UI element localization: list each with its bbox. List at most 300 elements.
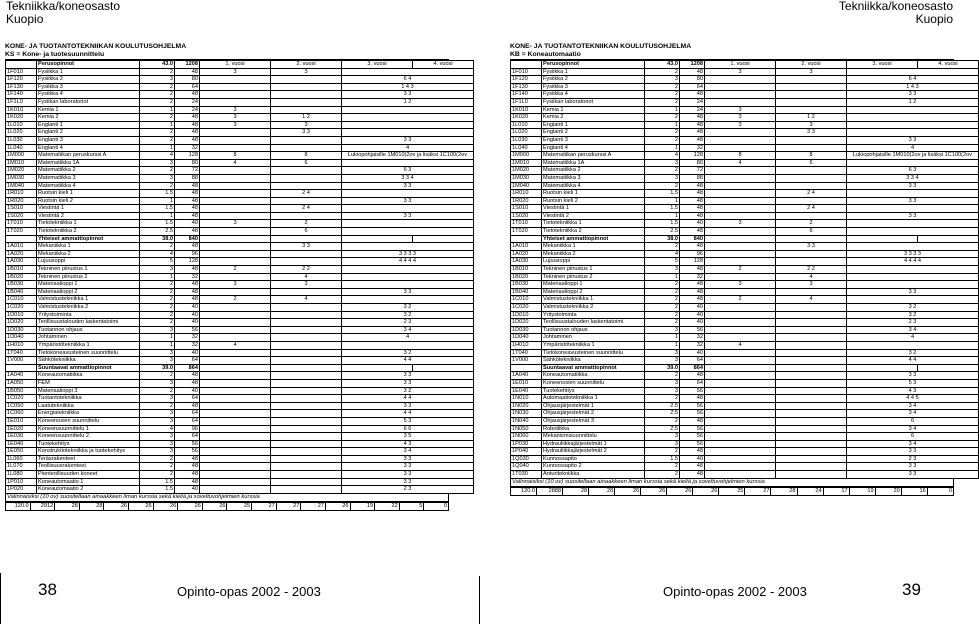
year-2-hours: 3 — [776, 121, 847, 129]
year-1-hours — [200, 448, 271, 456]
year-1-hours: 2 — [200, 266, 271, 274]
course-code: 1C020 — [511, 304, 542, 312]
course-code: 1B030 — [511, 281, 542, 289]
year-3-4-hours: 3 3 — [342, 478, 474, 486]
course-credits: 2 — [645, 91, 680, 99]
credits-total-cell: 39.0 — [645, 364, 680, 372]
course-credits: 1.5 — [140, 486, 175, 494]
course-hours: 48 — [175, 129, 200, 137]
course-hours: 80 — [680, 76, 705, 84]
course-credits: 1 — [645, 106, 680, 114]
course-code: 1L020 — [511, 129, 542, 137]
course-code: 1R020 — [6, 197, 37, 205]
course-code: 1A040 — [6, 372, 37, 380]
course-name: Kemia 2 — [542, 114, 645, 122]
year-2-hours — [271, 212, 342, 220]
year-1-hours — [705, 471, 776, 479]
year-3-4-hours: 4 4 — [342, 395, 474, 403]
course-code: 1S020 — [511, 212, 542, 220]
year-3-4-hours: 4 4 4 4 — [847, 258, 979, 266]
year-cell — [918, 235, 979, 243]
course-hours: 48 — [680, 182, 705, 190]
year-3-4-hours: 4 3 — [847, 387, 979, 395]
year-3-4-hours: 3 3 3 3 — [342, 250, 474, 258]
course-credits: 2 — [645, 311, 680, 319]
year-2-hours: 3 3 — [271, 243, 342, 251]
course-credits: 2 — [645, 98, 680, 106]
course-name: Tietotekniikka 2 — [37, 228, 140, 236]
course-name: Johtaminen — [542, 334, 645, 342]
course-hours: 56 — [175, 448, 200, 456]
year-3-4-hours: 3 3 — [847, 182, 979, 190]
course-name: Tuotekehitys — [542, 387, 645, 395]
course-row — [511, 174, 979, 182]
course-code: 1H010 — [511, 341, 542, 349]
year-cell — [200, 364, 271, 372]
year-3-4-hours — [342, 220, 474, 228]
course-code: 1K010 — [511, 106, 542, 114]
course-credits: 2 — [645, 417, 680, 425]
course-name: Mekaniikka 2 — [37, 250, 140, 258]
course-hours: 48 — [175, 288, 200, 296]
course-row — [6, 136, 474, 144]
course-row — [511, 387, 979, 395]
course-hours: 56 — [175, 440, 200, 448]
year-2-hours: 3 — [271, 121, 342, 129]
course-hours: 128 — [175, 258, 200, 266]
year-3-4-hours: Lukiopohjaisille 1M010(2ov ja lisäksi 1C100(2ov — [847, 152, 979, 160]
year-2-hours — [776, 402, 847, 410]
year-2-hours: 3 — [271, 281, 342, 289]
year-2-hours — [776, 395, 847, 403]
course-credits: 1 — [645, 273, 680, 281]
course-hours: 48 — [680, 68, 705, 76]
course-code: 1L020 — [6, 129, 37, 137]
course-hours: 72 — [680, 167, 705, 175]
header-dept: Tekniikka/koneosasto — [838, 0, 953, 13]
course-code: 1V000 — [6, 357, 37, 365]
year-2-hours: 1 2 — [271, 114, 342, 122]
year-1-hours — [705, 387, 776, 395]
course-code: 1B040 — [6, 288, 37, 296]
course-row — [6, 68, 474, 76]
year-1-hours — [200, 197, 271, 205]
credits-total-cell: 39.0 — [140, 364, 175, 372]
year-2-hours: 4 — [776, 296, 847, 304]
course-hours: 56 — [680, 326, 705, 334]
course-hours: 56 — [680, 410, 705, 418]
course-credits: 2 — [645, 182, 680, 190]
course-hours: 32 — [175, 273, 200, 281]
header-left — [6, 0, 120, 26]
course-hours: 48 — [175, 471, 200, 479]
year-1-hours — [705, 98, 776, 106]
year-1-hours: 3 — [200, 281, 271, 289]
course-code: 1E020 — [6, 425, 37, 433]
year-1-hours — [705, 258, 776, 266]
year-3-4-hours: 1 4 3 — [342, 83, 474, 91]
course-row — [6, 440, 474, 448]
course-credits: 3 — [140, 357, 175, 365]
course-name: Kemia 1 — [542, 106, 645, 114]
course-hours: 48 — [175, 212, 200, 220]
course-row — [6, 167, 474, 175]
year-3-4-hours — [342, 266, 474, 274]
course-credits: 2 — [140, 296, 175, 304]
year-2-hours — [776, 326, 847, 334]
year-3-4-hours: 1 2 — [847, 98, 979, 106]
year-2-hours: 4 — [776, 273, 847, 281]
course-credits: 2.5 — [645, 425, 680, 433]
course-hours: 40 — [680, 304, 705, 312]
course-row — [511, 76, 979, 84]
year-cell — [342, 364, 413, 372]
course-code: 1E050 — [6, 448, 37, 456]
course-hours: 80 — [175, 159, 200, 167]
year-cell — [271, 364, 342, 372]
year-2-hours — [776, 433, 847, 441]
course-hours: 64 — [175, 395, 200, 403]
course-credits: 3 — [140, 266, 175, 274]
course-name: Fysiikka 2 — [542, 76, 645, 84]
year-2-hours — [776, 448, 847, 456]
year-2-hours — [776, 197, 847, 205]
course-code: 1C010 — [511, 296, 542, 304]
course-hours: 40 — [680, 319, 705, 327]
year-2-hours — [271, 174, 342, 182]
year-2-hours — [271, 478, 342, 486]
course-credits: 3 — [140, 379, 175, 387]
course-hours: 40 — [680, 220, 705, 228]
year-4-header: 4. vuosi — [413, 61, 474, 69]
course-hours: 48 — [680, 448, 705, 456]
course-row — [511, 281, 979, 289]
course-name: Englanti 2 — [37, 129, 140, 137]
course-hours: 64 — [175, 433, 200, 441]
section-title: Yhteiset ammattiopinnot — [542, 235, 645, 243]
year-3-4-hours — [342, 129, 474, 137]
year-2-hours — [776, 106, 847, 114]
course-code: 1A010 — [511, 243, 542, 251]
year-2-hours — [776, 319, 847, 327]
course-credits: 2 — [645, 68, 680, 76]
course-code: 1V000 — [511, 357, 542, 365]
year-1-hours: 2 — [705, 266, 776, 274]
year-3-4-hours — [342, 114, 474, 122]
year-3-4-hours — [342, 243, 474, 251]
year-3-4-hours: 3 4 — [342, 326, 474, 334]
hours-total-cell: 1208 — [680, 61, 705, 69]
course-name: Koneensuunnittelu 1 — [37, 425, 140, 433]
period-total: 26 — [129, 502, 154, 510]
course-hours: 56 — [680, 402, 705, 410]
year-3-4-hours: 3 3 4 — [847, 174, 979, 182]
year-2-hours: 3 3 — [776, 129, 847, 137]
course-hours: 32 — [680, 273, 705, 281]
year-3-4-hours: 2 3 — [342, 319, 474, 327]
year-3-4-hours: 3 3 — [847, 197, 979, 205]
year-1-hours — [705, 136, 776, 144]
year-3-4-hours: 3 4 — [342, 448, 474, 456]
course-credits: 3 — [140, 159, 175, 167]
course-code: 1D010 — [511, 311, 542, 319]
hours-grand-total: 2912 — [30, 502, 55, 510]
course-hours: 24 — [680, 98, 705, 106]
course-name: Matematiikka 4 — [542, 182, 645, 190]
course-row — [6, 250, 474, 258]
year-3-4-hours — [847, 296, 979, 304]
year-3-4-hours — [342, 296, 474, 304]
course-name: Anturitekniikka — [542, 471, 645, 479]
course-code: 1L010 — [511, 121, 542, 129]
course-name: Hydrauliikkajärjestelmät 1 — [542, 440, 645, 448]
section-header-row — [6, 235, 474, 243]
year-2-hours — [776, 304, 847, 312]
course-credits: 5 — [645, 258, 680, 266]
year-3-4-hours: 4 4 4 4 — [342, 258, 474, 266]
course-credits: 2 — [645, 463, 680, 471]
course-name: Pienteollisuuden koneet — [37, 471, 140, 479]
year-1-hours — [200, 76, 271, 84]
year-3-4-hours: 4 — [847, 334, 979, 342]
course-code: 1E010 — [511, 379, 542, 387]
course-row — [6, 83, 474, 91]
course-code: 1L010 — [6, 121, 37, 129]
course-credits: 3 — [140, 395, 175, 403]
period-total: 26 — [178, 502, 203, 510]
course-code: 1N040 — [511, 417, 542, 425]
year-2-hours — [776, 463, 847, 471]
course-name: Koneautomatiikka — [37, 372, 140, 380]
year-2-hours — [776, 387, 847, 395]
course-name: Teollisuusrakenteet — [37, 463, 140, 471]
course-row — [6, 174, 474, 182]
year-1-hours: 3 — [705, 220, 776, 228]
period-total: 22 — [375, 502, 400, 510]
course-row — [511, 91, 979, 99]
course-row — [6, 349, 474, 357]
course-hours: 48 — [680, 471, 705, 479]
course-name: Matematiikka 2 — [542, 167, 645, 175]
year-1-hours — [705, 174, 776, 182]
course-hours: 24 — [175, 98, 200, 106]
year-1-hours: 4 — [200, 341, 271, 349]
period-total: 19 — [849, 487, 875, 495]
course-code: 1C050 — [6, 402, 37, 410]
course-code: 1A020 — [511, 250, 542, 258]
course-credits: 2 — [645, 83, 680, 91]
course-code: 1F140 — [6, 91, 37, 99]
year-3-4-hours: 3 3 — [847, 136, 979, 144]
year-2-hours — [271, 486, 342, 494]
period-total: 26 — [667, 487, 693, 495]
course-row — [511, 114, 979, 122]
course-code: 1S020 — [6, 212, 37, 220]
year-cell — [413, 364, 474, 372]
year-3-4-hours — [342, 190, 474, 198]
course-hours: 40 — [175, 304, 200, 312]
course-row — [6, 357, 474, 365]
course-name: Englanti 3 — [542, 136, 645, 144]
course-name: Englanti 1 — [37, 121, 140, 129]
course-code: 1R020 — [511, 197, 542, 205]
course-code: 1D040 — [511, 334, 542, 342]
curriculum-table — [510, 60, 979, 479]
course-credits: 3 — [645, 357, 680, 365]
year-1-hours — [705, 372, 776, 380]
year-3-4-hours: 2 3 — [847, 319, 979, 327]
year-3-4-hours — [342, 281, 474, 289]
course-code: 1D030 — [511, 326, 542, 334]
year-1-hours — [200, 190, 271, 198]
curriculum-table — [5, 60, 474, 494]
course-credits: 2 — [645, 129, 680, 137]
course-row — [6, 129, 474, 137]
year-1-hours — [705, 288, 776, 296]
course-row — [511, 425, 979, 433]
year-2-hours — [776, 212, 847, 220]
course-name: Fysiikka 3 — [542, 83, 645, 91]
course-code: 1T010 — [6, 220, 37, 228]
year-2-hours — [271, 197, 342, 205]
year-2-hours — [271, 319, 342, 327]
year-3-4-hours: 3 3 — [342, 372, 474, 380]
year-1-hours — [200, 326, 271, 334]
course-code: 1L030 — [6, 136, 37, 144]
course-code: 1T020 — [511, 228, 542, 236]
year-2-hours — [776, 357, 847, 365]
totals-row — [510, 487, 954, 496]
course-hours: 96 — [175, 250, 200, 258]
year-1-hours — [705, 304, 776, 312]
year-1-hours — [200, 288, 271, 296]
year-3-4-hours — [342, 159, 474, 167]
course-row — [6, 121, 474, 129]
course-code: 1B040 — [511, 288, 542, 296]
year-2-hours — [271, 448, 342, 456]
course-hours: 40 — [680, 311, 705, 319]
year-cell — [271, 235, 342, 243]
course-name: Fysiikka 1 — [37, 68, 140, 76]
year-2-hours — [271, 425, 342, 433]
course-name: Viestintä 2 — [542, 212, 645, 220]
program-title: KONE- JA TUOTANTOTEKNIIKAN KOULUTUSOHJELMA — [510, 43, 692, 50]
course-credits: 2 — [140, 372, 175, 380]
year-2-hours — [271, 341, 342, 349]
course-credits: 2.5 — [645, 228, 680, 236]
course-code: 1F140 — [511, 91, 542, 99]
course-credits: 4 — [645, 152, 680, 160]
year-1-hours: 8 — [705, 152, 776, 160]
course-name: Fysiikka 1 — [542, 68, 645, 76]
year-1-hours — [705, 433, 776, 441]
period-total: 16 — [901, 487, 927, 495]
course-row — [511, 167, 979, 175]
course-name: Fysiikan laboratoriot — [542, 98, 645, 106]
year-2-hours: 3 — [776, 68, 847, 76]
course-credits: 2 — [140, 243, 175, 251]
course-code: 1P010 — [6, 478, 37, 486]
course-row — [6, 197, 474, 205]
year-1-hours — [200, 319, 271, 327]
course-row — [511, 152, 979, 160]
course-credits: 1 — [140, 106, 175, 114]
course-hours: 48 — [680, 288, 705, 296]
course-row — [511, 121, 979, 129]
course-name: Tietokoneavusteinen suunnittelu — [542, 349, 645, 357]
year-1-hours — [705, 167, 776, 175]
course-row — [6, 190, 474, 198]
credits-total-cell: 38.0 — [645, 235, 680, 243]
course-hours: 128 — [175, 152, 200, 160]
hours-total-cell: 840 — [175, 235, 200, 243]
course-row — [6, 106, 474, 114]
year-1-hours — [705, 212, 776, 220]
course-hours: 32 — [175, 144, 200, 152]
course-row — [511, 349, 979, 357]
course-credits: 2 — [140, 91, 175, 99]
course-row — [6, 98, 474, 106]
year-2-hours — [776, 410, 847, 418]
course-name: Materiaalioppi 2 — [542, 288, 645, 296]
course-hours: 32 — [680, 341, 705, 349]
course-code: 1T040 — [6, 349, 37, 357]
year-1-hours — [200, 395, 271, 403]
year-4-header: 4. vuosi — [918, 61, 979, 69]
year-2-hours — [271, 258, 342, 266]
course-row — [6, 144, 474, 152]
course-code: 1C020 — [6, 304, 37, 312]
course-credits: 2 — [645, 319, 680, 327]
course-row — [6, 114, 474, 122]
year-2-hours: 6 — [776, 159, 847, 167]
course-credits: 2 — [645, 304, 680, 312]
course-code: 1M040 — [511, 182, 542, 190]
year-1-hours: 4 — [705, 159, 776, 167]
course-hours: 48 — [175, 463, 200, 471]
course-credits: 1.5 — [645, 190, 680, 198]
course-name: Mekaniikka 1 — [37, 243, 140, 251]
course-name: Tekninen piirustus 2 — [542, 273, 645, 281]
year-1-hours: 8 — [200, 152, 271, 160]
course-name: Materiaalioppi 2 — [37, 288, 140, 296]
page-number-left: 38 — [38, 580, 57, 599]
year-1-hours — [705, 455, 776, 463]
course-name: Teollisuustalouden laskentatoimi — [542, 319, 645, 327]
course-hours: 64 — [680, 357, 705, 365]
course-credits: 2 — [140, 288, 175, 296]
course-code: 1F120 — [511, 76, 542, 84]
hours-total-cell: 1208 — [175, 61, 200, 69]
header-dept: Tekniikka/koneosasto — [6, 0, 121, 13]
course-credits: 2.5 — [140, 228, 175, 236]
course-name: Tuotannon ohjaus — [37, 326, 140, 334]
section-header-row — [511, 61, 979, 69]
course-credits: 2 — [140, 455, 175, 463]
course-code: 1E040 — [511, 387, 542, 395]
course-credits: 1 — [645, 341, 680, 349]
course-credits: 2 — [140, 319, 175, 327]
period-total: 27 — [252, 502, 277, 510]
code-cell — [511, 364, 542, 372]
year-2-hours — [776, 167, 847, 175]
year-3-4-hours: 3 3 3 3 — [847, 250, 979, 258]
course-code: 1T040 — [511, 349, 542, 357]
course-hours: 40 — [175, 220, 200, 228]
course-name: Materiaalioppi 1 — [37, 281, 140, 289]
year-1-hours: 4 — [200, 159, 271, 167]
year-3-4-hours — [342, 273, 474, 281]
